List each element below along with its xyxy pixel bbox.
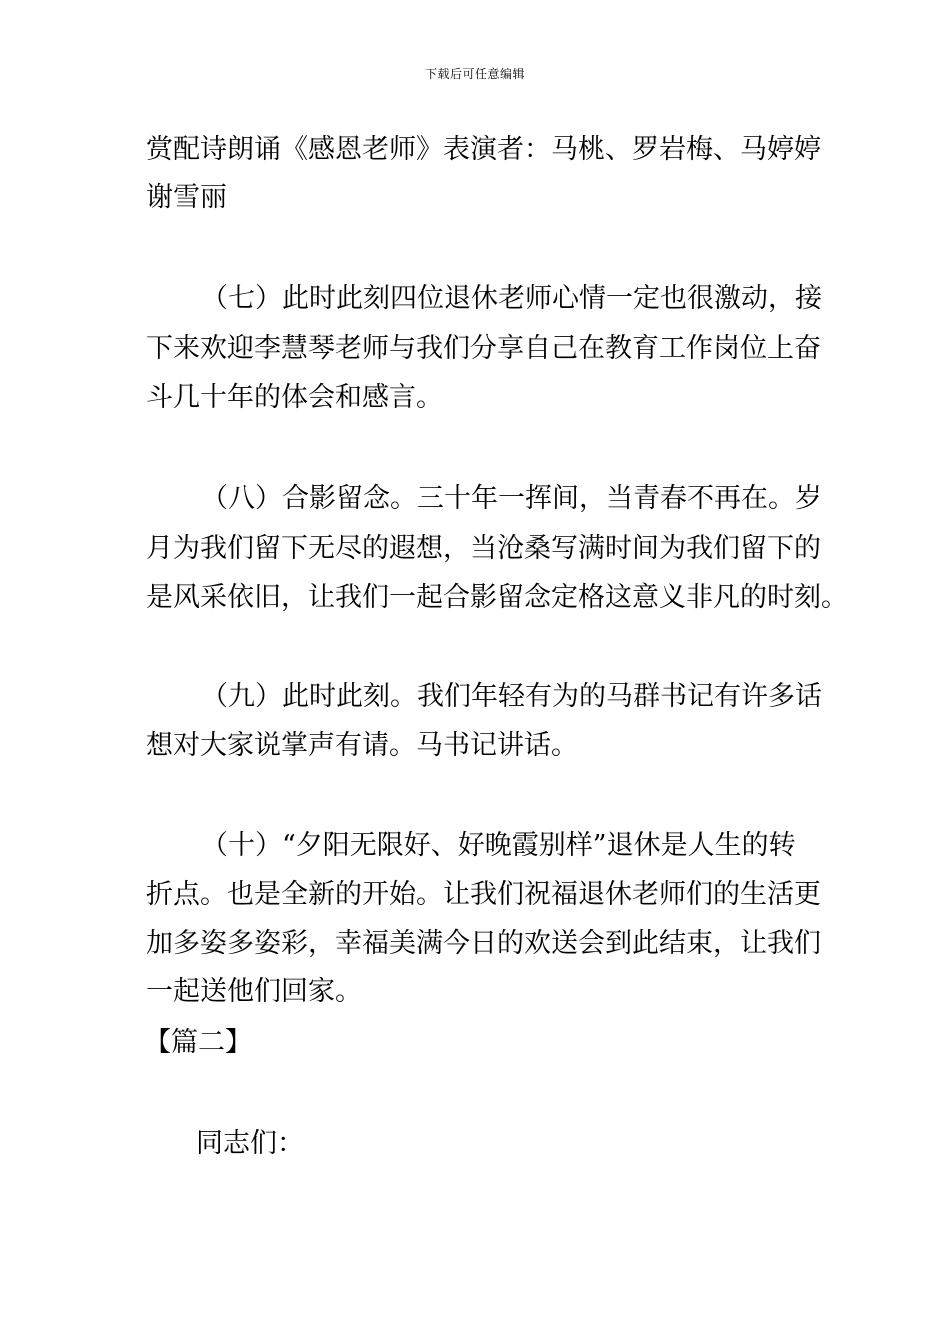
- text-line: 赏配诗朗诵《感恩老师》表演者：马桃、罗岩梅、马婷婷: [146, 134, 821, 165]
- text-line: 是风采依旧，让我们一起合影留念定格这意义非凡的时刻。: [146, 582, 848, 613]
- text-line: 谢雪丽: [146, 182, 227, 213]
- text-line: 折点。也是全新的开始。让我们祝福退休老师们的生活更: [146, 879, 821, 910]
- text-line: 下来欢迎李慧琴老师与我们分享自己在教育工作岗位上奋: [146, 333, 821, 364]
- text-line: （七）此时此刻四位退休老师心情一定也很激动，接: [201, 283, 822, 314]
- salutation: 同志们：: [196, 1128, 304, 1159]
- section-heading: 【篇二】: [144, 1027, 252, 1058]
- text-line: 斗几十年的体会和感言。: [146, 382, 443, 413]
- text-line: （十）“夕阳无限好、好晚霞别样”退休是人生的转: [201, 830, 796, 861]
- text-line: （九）此时此刻。我们年轻有为的马群书记有许多话: [201, 681, 822, 712]
- text-line: 加多姿多姿彩，幸福美满今日的欢送会到此结束，让我们: [146, 928, 821, 959]
- text-line: 一起送他们回家。: [146, 976, 362, 1007]
- text-line: （八）合影留念。三十年一挥间，当青春不再在。岁: [201, 483, 822, 514]
- page-header: 下载后可任意编辑: [424, 67, 525, 81]
- text-line: 月为我们留下无尽的遐想，当沧桑写满时间为我们留下的: [146, 533, 821, 564]
- text-line: 想对大家说掌声有请。马书记讲话。: [146, 730, 578, 761]
